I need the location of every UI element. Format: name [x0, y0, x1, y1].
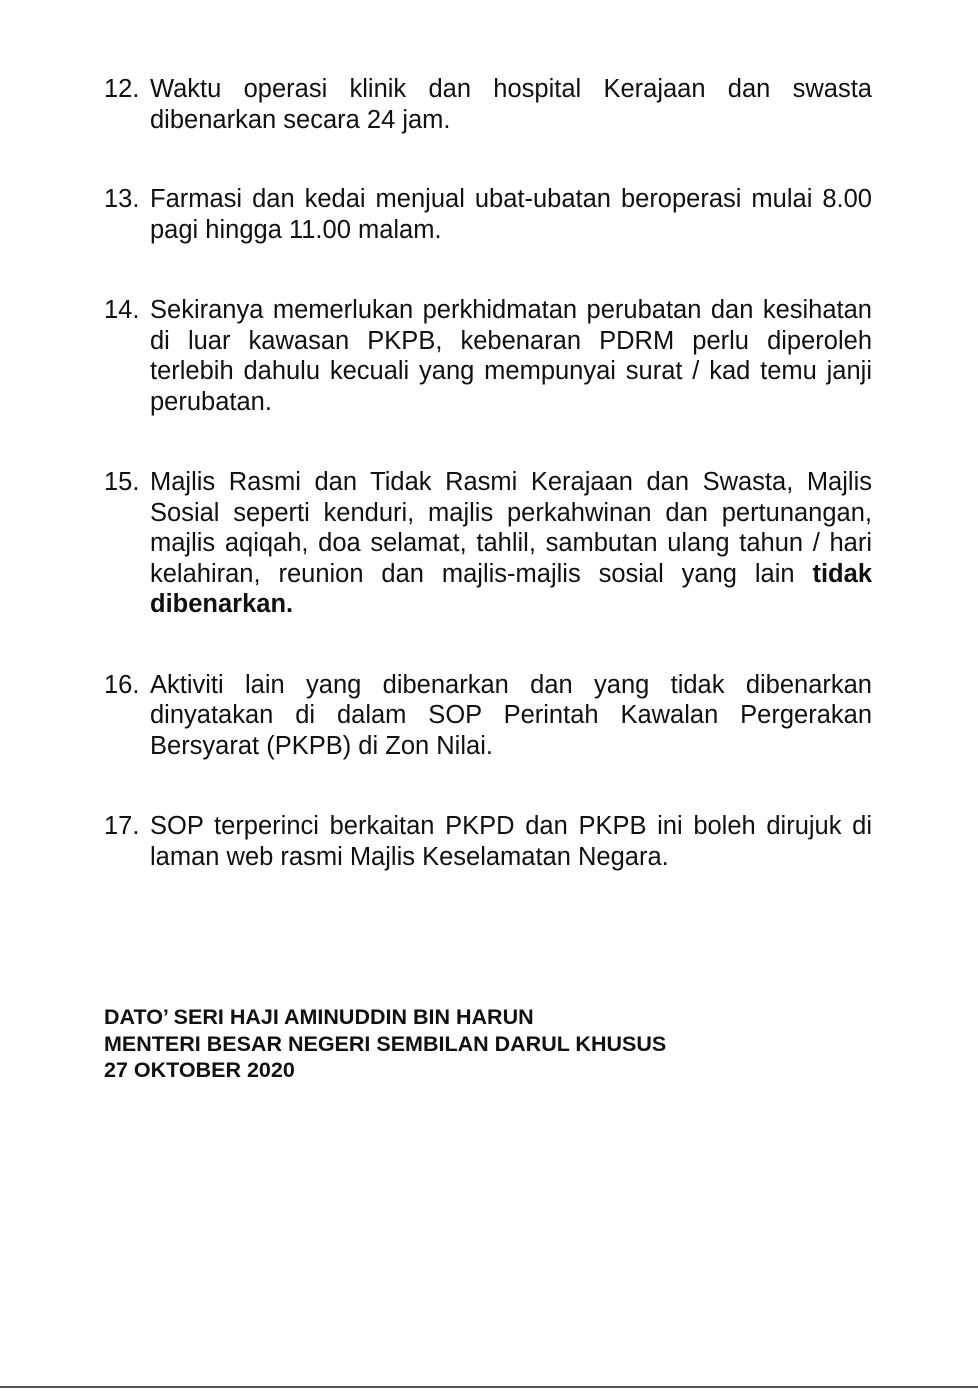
item-number: 17. — [104, 812, 140, 840]
item-number: 16. — [104, 670, 140, 699]
item-text — [150, 467, 872, 620]
item-text: Farmasi dan kedai menjual ubat-ubatan beroperasi mulai 8.00 pagi hingga 11.00 malam. — [150, 185, 872, 244]
signatory-name: DATO’ SERI HAJI AMINUDDIN BIN HARUN — [104, 1005, 534, 1029]
item-number: 13. — [104, 185, 140, 213]
signature-date: 27 OKTOBER 2020 — [104, 1058, 295, 1082]
page-bottom-border — [0, 1386, 978, 1388]
item-text-bold: tidak dibenarkan. — [150, 559, 873, 618]
item-text: Aktiviti lain yang dibenarkan dan yang tidak dibenarkan dinyatakan di dalam SOP Perintah Kawalan Pergerakan Bersyarat (PKPB) di Zon Nilai. — [150, 670, 872, 760]
item-text: SOP terperinci berkaitan PKPD dan PKPB ini boleh dirujuk di laman web rasmi Majlis Keselamatan Negara. — [150, 812, 872, 871]
item-number: 12. — [104, 75, 140, 103]
item-text: Sekiranya memerlukan perkhidmatan perubatan dan kesihatan di luar kawasan PKPB, kebenaran PDRM perlu diperoleh terlebih dahulu kecuali yang mempunyai surat / kad temu janji perubatan. — [150, 296, 872, 416]
list-item — [100, 184, 872, 245]
item-text: Waktu operasi klinik dan hospital Kerajaan dan swasta dibenarkan secara 24 jam. — [150, 75, 872, 134]
numbered-list — [100, 71, 872, 872]
list-item — [100, 670, 872, 762]
list-item — [100, 295, 872, 417]
item-number: 15. — [104, 468, 140, 496]
signatory-title: MENTERI BESAR NEGERI SEMBILAN DARUL KHUSUS — [104, 1031, 667, 1056]
list-item — [100, 811, 872, 872]
item-number: 14. — [104, 296, 140, 324]
list-item — [100, 467, 872, 620]
list-item — [100, 74, 872, 135]
item-text-regular: Majlis Rasmi dan Tidak Rasmi Kerajaan dan Swasta, Majlis Sosial seperti kenduri, majlis perkahwinan dan pertunangan, majlis aqiqah, doa selamat, tahlil, sambutan ulang tahun / hari kelahiran, reunion dan majlis-majlis sosial yang lain — [150, 468, 872, 588]
signature-block — [104, 1004, 666, 1084]
